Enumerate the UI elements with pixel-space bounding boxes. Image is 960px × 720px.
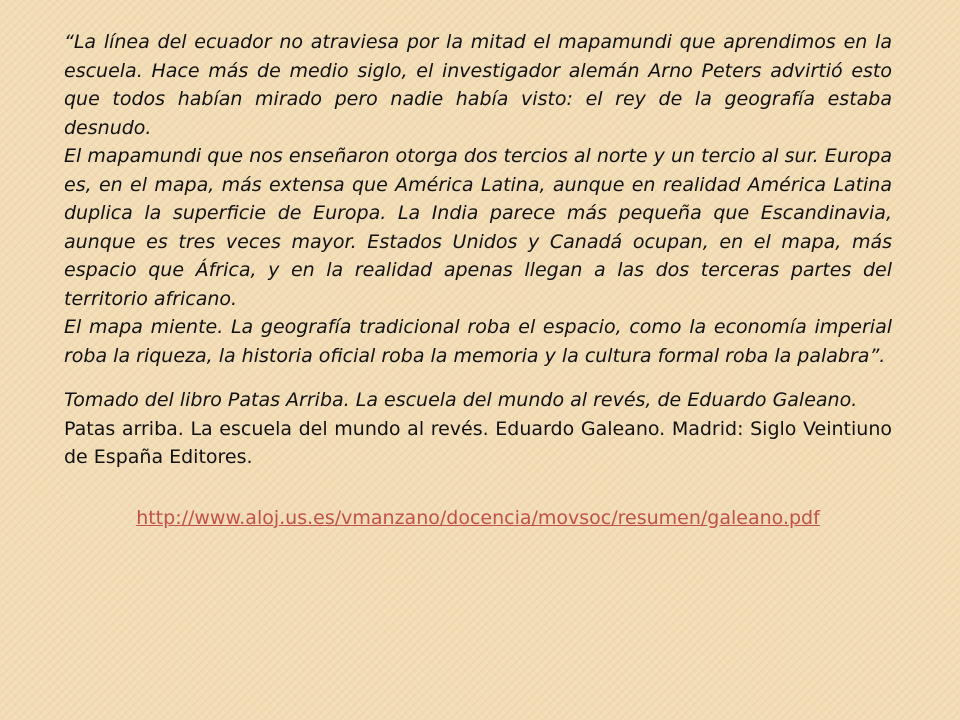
spacer <box>64 370 892 386</box>
quote-paragraph-1: “La línea del ecuador no atraviesa por la mitad el mapamundi que aprendimos en la escuela. Hace más de medio siglo, el investigador alemán Arno Peters advirtió esto que todos habían mirado pero nadie había visto: el rey de la geografía estaba desnudo. <box>64 31 892 139</box>
slide-content <box>64 28 892 532</box>
spacer <box>64 472 892 504</box>
source-citation: Patas arriba. La escuela del mundo al revés. Eduardo Galeano. Madrid: Siglo Veintiuno de España Editores. <box>64 417 892 468</box>
link-row <box>64 504 892 532</box>
source-pdf-link[interactable]: http://www.aloj.us.es/vmanzano/docencia/movsoc/resumen/galeano.pdf <box>136 506 820 529</box>
source-intro: Tomado del libro Patas Arriba. La escuela del mundo al revés, de Eduardo Galeano. <box>64 389 858 411</box>
quote-paragraph-3: El mapa miente. La geografía tradicional roba el espacio, como la economía imperial roba la riqueza, la historia oficial roba la memoria y la cultura formal roba la palabra”. <box>64 316 892 367</box>
quote-paragraph-2: El mapamundi que nos enseñaron otorga dos tercios al norte y un tercio al sur. Europa es, en el mapa, más extensa que América Latina, aunque en realidad América Latina duplica la superficie de Europa. La India parece más pequeña que Escandinavia, aunque es tres veces mayor. Estados Unidos y Canadá ocupan, en el mapa, más espacio que África, y en la realidad apenas llegan a las dos terceras partes del territorio africano. <box>64 145 892 310</box>
